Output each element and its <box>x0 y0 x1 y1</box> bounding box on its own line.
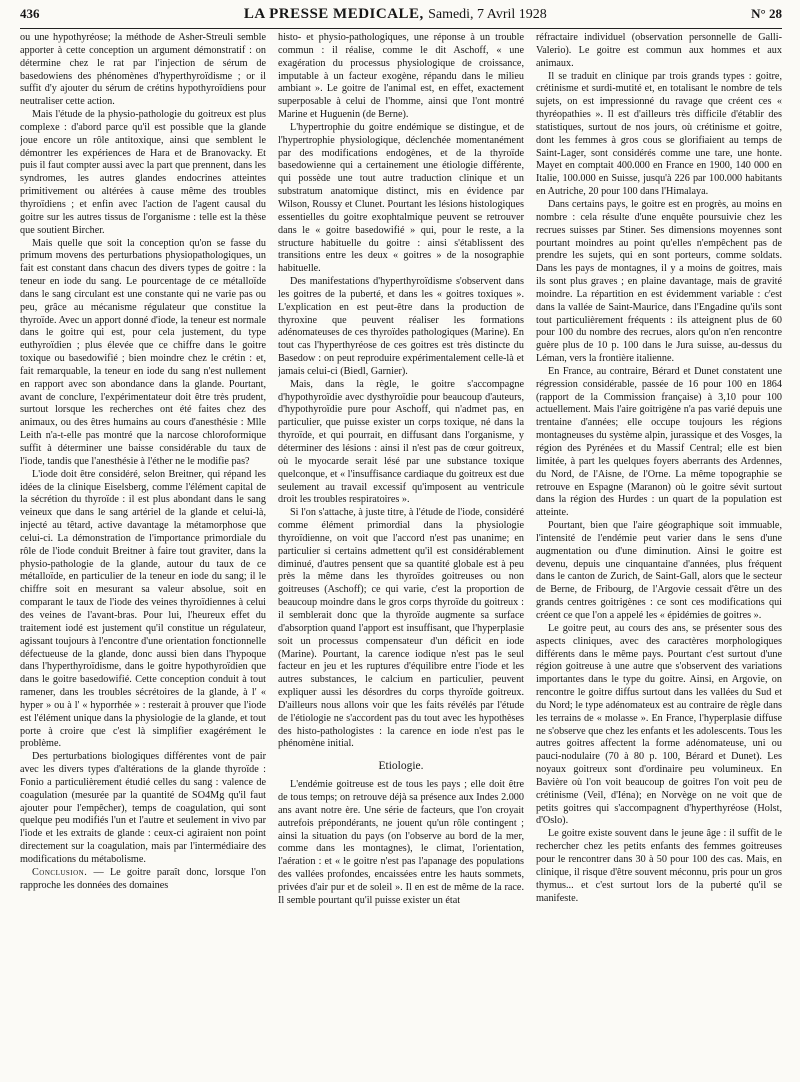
paragraph: Des manifestations d'hyperthyroïdisme s'observent dans les goitres de la puberté, et dans les « goitres toxiques ». L'explication en est peut-être dans la production de thyroxine que peuvent réaliser les formations adénomateuses de ces thyroïdes pathologiques (Marine). En tout cas l'hyperthyréose de ces goitres est très distincte du Basedow : on peut reproduire expérimentalement celle-là et jamais celui-ci (Biedl, Garnier). <box>278 276 524 377</box>
paragraph: L'iode doit être considéré, selon Breitner, qui répand les idées de la clinique Eiselsberg, comme l'élément capital de la sécrétion du thyroïde : il est plus abondant dans le sang veineux que dans le sang artériel de la glande et celui-là, injecté au têtard, active davantage la métamorphose que celui-ci. La démonstration de l'importance primordiale du rôle de l'iode conduit Breitner à faire tout graviter, dans la physio-pathologie de la glande, autour du taux de ce métalloïde, en particulier de la teneur en iode du sang; il le chiffre soit en mesurant sa valeur absolue, soit en comparant le taux de l'iode des veines thyroïdiennes à celui des veines de l'avant-bras. Pour lui, l'heureux effet du traitement iodé est justement qu'il constitue un régulateur, agissant toujours à l'encontre d'une orientation fonctionnelle défectueuse de la glande, donc aussi bien dans l'hypoque dans l'hyperthyroïdisme, dans le goitre hypothyroïdien que dans le goitre basedowifié. Cette conception conduit à tout ramener, dans les troubles sécrétoires de la glande, à l' « hyper » ou à l' « hyporrhée » : resterait à prouver que l'iode est l'élément unique dans la physiologie de la glande, et tout porte à croire que c'est là simplifier exagérément le problème. <box>20 468 266 750</box>
paragraph: histo- et physio-pathologiques, une réponse à un trouble commun : il réalise, comme le dit Aschoff, « une exagération du processus physiologique de croissance, imputable à un facteur exogène, répandu dans le milieu ambiant ». Le goitre de l'animal est, en effet, exactement superposable à celui de l'homme, ainsi que l'ont montré Marine et Huguenin (de Berne). <box>278 32 524 121</box>
section-heading: Etiologie. <box>378 760 424 773</box>
conclusion-paragraph <box>20 867 266 893</box>
page-number: 436 <box>20 6 40 21</box>
paragraph: ou une hypothyréose; la méthode de Asher-Streuli semble apporter à cette conception un argument démonstratif : on détermine chez le rat par l'injection de sérum de basedowiens des phénomènes d'hyperthyroïdisme ; or il suffit d'y ajouter du sérum de crétins hypothyroïdiens pour neutraliser cette action. <box>20 32 266 108</box>
paragraph: Pourtant, bien que l'aire géographique soit immuable, l'intensité de l'endémie peut varier dans le sens d'une augmentation ou d'une diminution. Ainsi le goitre est devenu, depuis une cinquantaine d'années, plus fréquent dans le canton de Zurich, de Saint-Gall, alors que le secteur de Berne, de Fribourg, de l'Argovie cessait d'être un des grands centres goitrigènes : ce sont ces modifications qui créent ce que l'on a appelé les « épidémies de goitres ». <box>536 520 782 621</box>
column-1 <box>20 32 266 1076</box>
paragraph: L'endémie goitreuse est de tous les pays ; elle doit être de tous temps; on retrouve déjà sa présence aux Indes 2.000 ans avant notre ère. Une série de facteurs, que l'on croyait autrefois prépondérants, ne jouent qu'un rôle contingent ; ainsi la situation du pays (on l'observe au bord de la mer, comme dans les montagnes), le climat, l'orientation, l'aération : et « le goitre n'est pas l'apanage des populations des vallées profondes, encaissées entre les hauts sommets, privées d'air pur et de soleil ». Il en est de même de la race. Il semble pourtant qu'il puisse exister un état <box>278 779 524 906</box>
paragraph: Il se traduit en clinique par trois grands types : goitre, crétinisme et surdi-mutité et, en totalisant le nombre de tels sujets, on est impressionné du ravage que créent ces « thyréopathies ». Il est d'ailleurs très difficile d'établir des statistiques, surtout de nos jours, où crétinisme et goitre, dont les femmes à gros cous se glorifiaient au temps de Saint-Lager, sont considérés comme une tare, une honte. Mayet en comptait 400.000 en France en 1900, 140 000 en Italie, 100.000 en Suisse, jusqu'à 226 par 100.000 habitants en Autriche, 20 pour 100 dans l'Himalaya. <box>536 70 782 198</box>
paragraph: Si l'on s'attache, à juste titre, à l'étude de l'iode, considéré comme élément primordial dans la physiologie thyroïdienne, on voit que l'accord n'est pas unanime; en particulier si certains admettent qu'il est considérablement diminué, d'autres pensent que sa quantité globale est à peu près la même dans les thyroïdes goitreuses ou non goitreuses (Aschoff); ce qui varie, c'est la proportion de beaucoup moindre dans le gros corps thyroïde du goitreux : il semblerait donc que la thyroïde augmente sa surface d'absorption quand l'apport est insuffisant, que l'hyperplasie soit un processus compensateur d'un déficit en iode (Marine). Pourtant, la carence iodique n'est pas le seul facteur en jeu et les ruptures d'équilibre entre l'iode et les autres substances, le calcium en particulier, peuvent expliquer aussi les désordres du corps thyroïde goitreux. D'ailleurs nous allons voir que les faits révélés par l'étude de l'étiologie ne s'accordent pas du tout avec les hypothèses des histo-pathologistes : la carence en iode n'est pas le phénomène initial. <box>278 507 524 750</box>
paragraph: Mais quelle que soit la conception qu'on se fasse du primum movens des perturbations physiopathologiques, un fait est constant dans chacun des divers types de goitre : la teneur en iode du sang. Le pourcentage de ce métalloïde dans le sang circulant est une constante qui ne varie pas ou peu, grâce au mécanisme régulateur que constitue la thyroïde. Avec un apport donné d'iode, la teneur est normale dans le goitre qui est, pour cela justement, du type euthyroïdien ; plus élevée que ce chiffre dans le goitre toxique ou basedowifié ; bien moindre chez le crétin : et, fait remarquable, la teneur en iode du sang n'est nullement en rapport avec son abondance dans la glande. Pourtant, avant de conclure, l'expérimentateur doit être très prudent, surtout lorsque les recherches ont été faites chez des animaux, ou des êtres humains au cours d'anesthésie : Mlle Leith n'a-t-elle pas montré que la narcose chloroformique suffit à déterminer une baisse considérable du taux de l'iode, tandis que l'anesthésie à l'éther ne le modifie pas? <box>20 237 266 467</box>
conclusion-text: — Le goitre paraît donc, lorsque l'on rapproche les données des domaines <box>20 866 266 891</box>
paragraph: Des perturbations biologiques différentes vont de pair avec les divers types d'altérations de la glande thyroïde : Fonio a particulièrement étudié celles du sang : valence de coagulation (mesurée par la quantité de SO4Mg qu'il faut ajouter pour l'empêcher), temps de coagulation, qui sont quelque peu modifiés l'un et l'autre et seulement in vivo par l'iode et les extraits de glande : ceux-ci agiraient non point directement sur la coagulation, mais par l'intermédiaire des modifications du métabolisme. <box>20 751 266 865</box>
paragraph: Le goitre peut, au cours des ans, se présenter sous des aspects cliniques, avec des caractères morphologiques différents dans le même pays. Pourtant c'est surtout d'une région goitreuse à une autre que s'observent des variations importantes dans le type du goitre. Ainsi, en Argovie, on rencontre le goitre diffus surtout dans les vallées du Sud et du Nord; le type adénomateux est au contraire de règle dans les terrains de « molasse ». En France, l'hyperplasie diffuse ne s'observe que chez les enfants et les adolescents. Tous les autres goitres affectent la forme adénomateuse, uni ou pauci-nodulaire (70 à 80 p. 100, Bérard et Dunet). Les noyaux goitreux sont d'ordinaire peu volumineux. En Bavière où l'on voit beaucoup de goitres l'on voit peu de crétinisme (Veil, d'Iéna); en Norvège on ne voit que de petits goitres qui s'accompagnent d'hyperthyréose (Holst, d'Oslo). <box>536 622 782 827</box>
paragraph: Mais, dans la règle, le goitre s'accompagne d'hypothyroïdie avec dysthyroïdie pour beaucoup d'auteurs, d'hypothyroïdie pure pour Aschoff, qui n'admet pas, en particulier, que puisse exister un corps toxique, né dans la thyroïde, et qui pourrait, en diffusant dans l'organisme, y déterminer des lésions : ainsi il n'est pas de cœur goitreux, où le myocarde serait lésé par une substance toxique quelconque, et « l'insuffisance cardiaque du goitreux est due seulement au travail excessif qu'imposent au ventricule droit les troubles respiratoires ». <box>278 378 524 506</box>
paragraph: En France, au contraire, Bérard et Dunet constatent une régression considérable, passée de 16 pour 100 en 1864 (rapport de la Commission française) à 3,10 pour 100 actuellement. Mais l'aire goitrigène n'a pas varié depuis une trentaine d'années; elle occupe toujours les régions montagneuses du système alpin, jurassique et des Vosges, la région des Pyrénées et du Massif Central; elle est bien limitée, à part les quelques foyers aberrants des Ardennes, du Nord, de l'Aisne, de l'Orne. La même topographie se retrouve en Espagne (Maranon) où le goitre sévit surtout dans la région des Hurdes : un quart de la population est atteinte. <box>536 365 782 519</box>
issue-number: N° 28 <box>751 6 782 21</box>
paragraph: Mais l'étude de la physio-pathologie du goitreux est plus complexe : d'abord parce qu'il est possible que la glande joue encore un rôle antitoxique, ainsi que semblent le démontrer les expériences de Hara et de Branovacky. Et puis il faut compter aussi avec la part que prennent, dans les syndromes, les autres glandes endocrines atteintes primitivement ou altérées à cause même des troubles thyroïdiens ; et enfin avec l'action de l'agent causal du goitre sur les autres tissus de l'organisme : telle est la thèse que soutient Bircher. <box>20 109 266 236</box>
column-2 <box>278 32 524 1076</box>
paragraph: L'hypertrophie du goitre endémique se distingue, et de l'hypertrophie physiologique, déclenchée momentanément par des modifications endogènes, et de la thyroïde basedowienne qui a certainement une étiologie différente, qui possède une tout autre traduction clinique et un substratum anatomique distinct, mis en évidence par Wilson, Roussy et Clunet. Pourtant les lésions histologiques essentielles du goitre exophtalmique peuvent se retrouver dans le « goitre basedowifié » qui, pour le reste, a la structure habituelle du goitre : ainsi s'établissent des transitions entre les deux « goitres » de la nosographie habituelle. <box>278 121 524 275</box>
paragraph: Dans certains pays, le goitre est en progrès, au moins en nombre : cela résulte d'une enquête poursuivie chez les recrues suisses par Stiner. Ses dimensions moyennes sont pourtant moindres au point qu'elles n'empêchent pas de prendre les sujets, qui en sont porteurs, comme soldats. Dans les pays de montagnes, il y a moins de goitres, mais ils sont plus graves ; en plaine davantage, mais de gravité moindre. La répartition en est évidemment variable : c'est dans la vallée de Saint-Maurice, dans l'Engadine qu'ils sont tout particulièrement fréquents : ils atteignent plus de 60 pour 100 du nombre des recrues, alors qu'on n'en rencontre guère plus de 10 p. 100 dans le Jura suisse, au-dessus du Léman, vers la frontière italienne. <box>536 198 782 365</box>
journal-name: LA PRESSE MEDICALE, <box>243 6 424 22</box>
issue-date: Samedi, 7 Avril 1928 <box>428 7 547 22</box>
column-3 <box>536 32 782 1076</box>
article-columns <box>20 32 782 1076</box>
page-header <box>20 6 782 28</box>
header-rule <box>20 28 782 29</box>
paragraph: Le goitre existe souvent dans le jeune âge : il suffit de le rechercher chez les petits enfants des femmes goitreuses pour le rencontrer dans 30 à 50 pour 100 des cas. Mais, en clinique, il risque d'être souvent méconnu, pris pour un gros thymus... et c'est surtout lors de la puberté qu'il se manifeste. <box>536 828 782 904</box>
conclusion-label: Conclusion. <box>32 866 88 878</box>
paragraph: réfractaire individuel (observation personnelle de Galli-Valerio). Le goitre est commun aux hommes et aux animaux. <box>536 32 782 69</box>
journal-title <box>244 6 547 23</box>
